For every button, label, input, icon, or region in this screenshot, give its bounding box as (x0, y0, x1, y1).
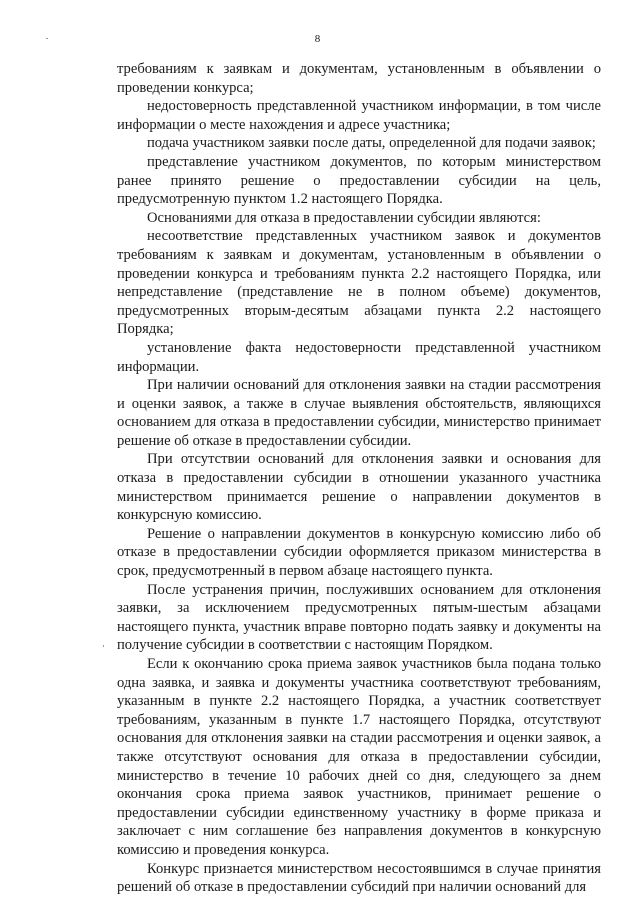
paragraph: требованиям к заявкам и документам, установленным в объявлении о проведении конкурса; (117, 61, 601, 96)
page-number: 8 (314, 33, 321, 45)
scan-speck (103, 645, 104, 647)
paragraph: Основаниями для отказа в предоставлении субсидии являются: (147, 209, 541, 226)
paragraph: При отсутствии оснований для отклонения заявки и основания для отказа в предоставлении субсидии в отношении указанного участника министерством принимается решение о направлении документов в конкурсную комиссию. (117, 451, 601, 524)
paragraph: представление участником документов, по которым министерством ранее принято решение о предоставлении субсидии на цель, предусмотренную пунктом 1.2 настоящего Порядка. (117, 153, 601, 208)
paragraph: Конкурс признается министерством несостоявшимся в случае принятия решений об отказе в предоставлении субсидий при наличии оснований для (117, 860, 601, 896)
paragraph: несоответствие представленных участником заявок и документов требованиям к заявкам и документам, установленным в объявлении о проведении конкурса и требованиям пункта 2.2 настоящего Порядка, или непредставление (представление не в полном объеме) документов, предусмотренных вторым-десятым абзацами пункта 2.2 настоящего Порядка; (117, 228, 601, 338)
paragraph: установление факта недостоверности представленной участником информации. (117, 339, 601, 375)
paragraph: Если к окончанию срока приема заявок участников была подана только одна заявка, и заявка и документы участника соответствуют требованиям, указанным в пункте 2.2 настоящего Порядка, а участник соответствует требованиям, указанным в пункте 1.7 настоящего Порядка, отсутствуют основания для отклонения заявки на стадии рассмотрения и оценки заявок, а также отсутствуют основания для отказа в предоставлении субсидии, министерство в течение 10 рабочих дней со дня, следующего за днем окончания срока приема заявок участников, принимает решение о предоставлении субсидии единственному участнику в форме приказа и заключает с ним соглашение без направления документов в конкурсную комиссию и проведения конкурса. (117, 656, 601, 858)
paragraph: Решение о направлении документов в конкурсную комиссию либо об отказе в предоставлении субсидии оформляется приказом министерства в срок, предусмотренный в первом абзаце настоящего пункта. (117, 525, 601, 580)
paragraph: После устранения причин, послуживших основанием для отклонения заявки, за исключением предусмотренных пятым-шестым абзацами настоящего пункта, участник вправе повторно подать заявку и документы на получение субсидии в соответствии с настоящим Порядком. (117, 581, 601, 654)
paragraph: недостоверность представленной участником информации, в том числе информации о месте нахождения и адресе участника; (117, 98, 601, 133)
paragraph: При наличии оснований для отклонения заявки на стадии рассмотрения и оценки заявок, а также в случае выявления обстоятельств, являющихся основанием для отказа в предоставлении субсидии, министерство принимает решение об отказе в предоставлении субсидии. (117, 377, 601, 449)
document-body (117, 60, 601, 897)
paragraph: подача участником заявки после даты, определенной для подачи заявок; (147, 135, 596, 152)
